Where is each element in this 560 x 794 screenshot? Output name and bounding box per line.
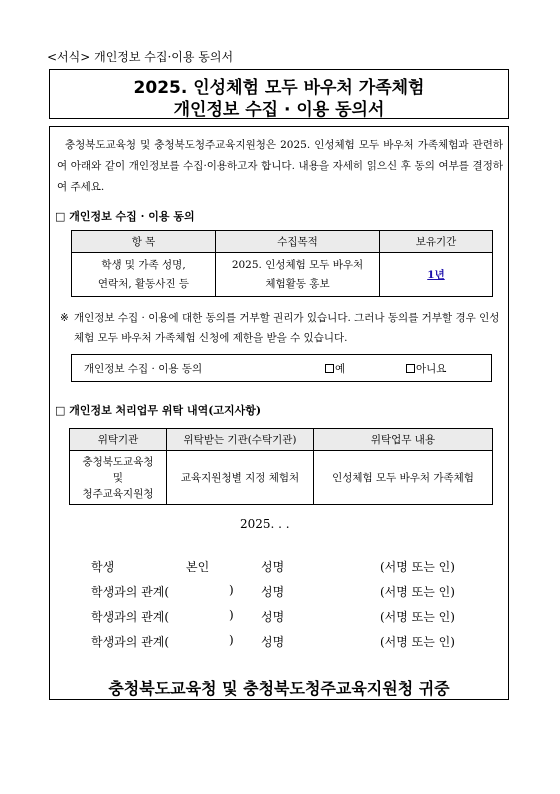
consent-box xyxy=(71,354,492,382)
checkbox-no[interactable] xyxy=(406,364,415,373)
sig-row4-sign: (서명 또는 인) xyxy=(380,635,455,649)
date-line: 2025. . . xyxy=(240,517,290,531)
sig-row1-middle: 본인 xyxy=(186,560,210,574)
cell-purpose: 2025. 인성체험 모두 바우처 체험활동 홍보 xyxy=(216,253,380,297)
header-purpose: 수집목적 xyxy=(216,231,380,253)
header-delegator: 위탁기관 xyxy=(70,429,167,451)
intro-paragraph: 충청북도교육청 및 충청북도청주교육지원청은 2025. 인성체험 모두 바우처 가족체험과 관련하여 아래와 같이 개인정보를 수집·이용하고자 합니다. 내용을 자세히 읽으신 후 동의 여부를 결정하여 주세요. xyxy=(57,139,503,193)
sig-row3-middle: ) xyxy=(229,608,234,622)
consent-yes-option[interactable]: 예 xyxy=(325,361,345,376)
form-label: <서식> 개인정보 수집·이용 동의서 xyxy=(47,50,234,64)
cell-period xyxy=(380,253,493,297)
cell-delegator: 충청북도교육청 및 청주교육지원청 xyxy=(70,451,167,505)
sig-row3-name: 성명 xyxy=(261,610,285,624)
delegation-table xyxy=(69,428,493,505)
cell-trustee: 교육지원청별 지정 체험처 xyxy=(167,451,314,505)
section1-heading: □ 개인정보 수집 · 이용 동의 xyxy=(55,210,195,223)
sig-row4-name: 성명 xyxy=(261,635,285,649)
header-item: 항 목 xyxy=(72,231,216,253)
header-task: 위탁업무 내용 xyxy=(314,429,493,451)
consent-label: 개인정보 수집 · 이용 동의 xyxy=(84,363,203,375)
sig-row2-sign: (서명 또는 인) xyxy=(380,585,455,599)
title-line1: 2025. 인성체험 모두 바우처 가족체험 xyxy=(133,78,425,98)
sig-row4-left: 학생과의 관계( xyxy=(91,635,170,649)
sig-row1-sign: (서명 또는 인) xyxy=(380,560,455,574)
title-box xyxy=(49,69,509,119)
header-trustee: 위탁받는 기관(수탁기관) xyxy=(167,429,314,451)
refusal-note xyxy=(60,308,506,348)
section2-heading: □ 개인정보 처리업무 위탁 내역(고지사항) xyxy=(55,404,262,417)
consent-no-option[interactable]: 아니요 xyxy=(406,361,446,376)
sig-row1-name: 성명 xyxy=(261,560,285,574)
sig-row2-name: 성명 xyxy=(261,585,285,599)
note-text: 개인정보 수집 · 이용에 대한 동의를 거부할 권리가 있습니다. 그러나 동의를 거부할 경우 인성체험 모두 바우처 가족체험 신청에 제한을 받을 수 있습니다. xyxy=(74,312,500,344)
sig-row1-left: 학생 xyxy=(91,560,115,574)
sig-row3-left: 학생과의 관계( xyxy=(91,610,170,624)
cell-item: 학생 및 가족 성명, 연락처, 활동사진 등 xyxy=(72,253,216,297)
collection-table xyxy=(71,230,493,297)
sig-row3-sign: (서명 또는 인) xyxy=(380,610,455,624)
note-mark: ※ xyxy=(60,312,69,324)
period-link[interactable]: 1년 xyxy=(427,269,445,281)
title-line2: 개인정보 수집 · 이용 동의서 xyxy=(173,100,385,120)
sig-row4-middle: ) xyxy=(229,633,234,647)
checkbox-yes[interactable] xyxy=(325,364,334,373)
sig-row2-middle: ) xyxy=(229,583,234,597)
header-period: 보유기간 xyxy=(380,231,493,253)
sig-row2-left: 학생과의 관계( xyxy=(91,585,170,599)
footer-addressee: 충청북도교육청 및 충청북도청주교육지원청 귀중 xyxy=(108,679,450,698)
cell-task: 인성체험 모두 바우처 가족체험 xyxy=(314,451,493,505)
